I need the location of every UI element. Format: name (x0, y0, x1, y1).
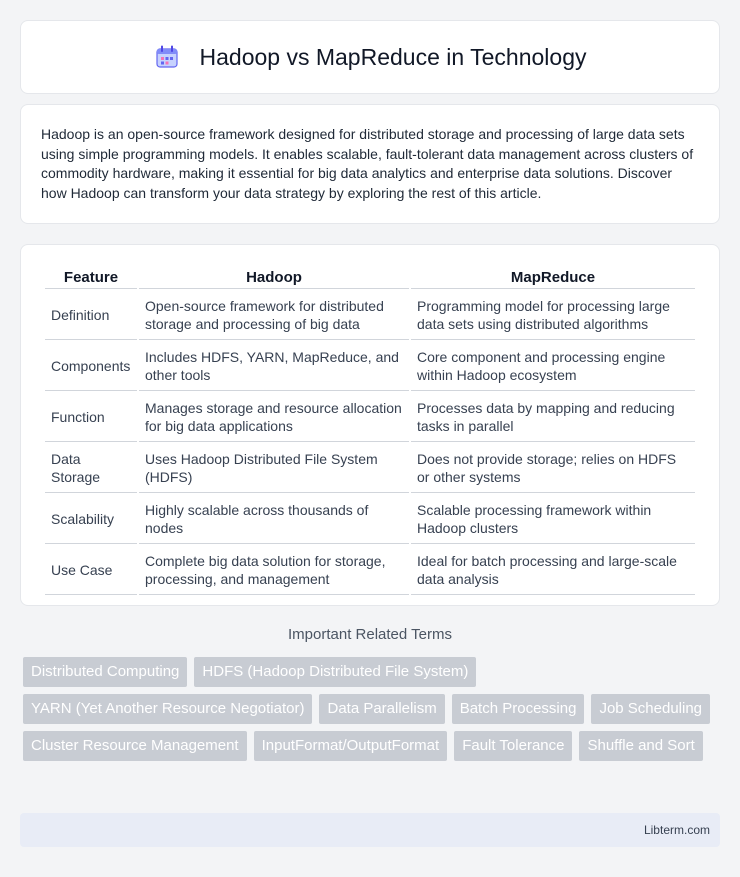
tag-hdfs[interactable]: HDFS (Hadoop Distributed File System) (194, 657, 476, 687)
calendar-icon (154, 44, 180, 70)
tag-shuffle-and-sort[interactable]: Shuffle and Sort (579, 731, 702, 761)
related-terms-tags (0, 657, 740, 761)
table-cell: Includes HDFS, YARN, MapReduce, and other tools (139, 342, 409, 391)
table-header-row (45, 267, 695, 289)
footer (20, 813, 720, 847)
table-cell: Core component and processing engine within Hadoop ecosystem (411, 342, 695, 391)
tag-distributed-computing[interactable]: Distributed Computing (23, 657, 187, 687)
tag-inputformat-outputformat[interactable]: InputFormat/OutputFormat (254, 731, 448, 761)
header-hadoop: Hadoop (139, 267, 409, 289)
tag-yarn[interactable]: YARN (Yet Another Resource Negotiator) (23, 694, 312, 724)
table-cell: Use Case (45, 546, 137, 595)
comparison-table (43, 265, 697, 597)
related-terms-title: Important Related Terms (288, 626, 452, 643)
tag-data-parallelism[interactable]: Data Parallelism (319, 694, 444, 724)
header-feature: Feature (45, 267, 137, 289)
tag-job-scheduling[interactable]: Job Scheduling (591, 694, 710, 724)
table-row (45, 342, 695, 391)
table-cell: Ideal for batch processing and large-scale data analysis (411, 546, 695, 595)
table-cell: Data Storage (45, 444, 137, 493)
intro-text: Hadoop is an open-source framework designed for distributed storage and processing of large data sets using simple programming models. It enables scalable, fault-tolerant data management across clusters of commodity hardware, making it essential for big data analytics and enterprise data solutions. Discover how Hadoop can transform your data strategy by exploring the rest of this article. (41, 126, 694, 201)
tag-batch-processing[interactable]: Batch Processing (452, 694, 585, 724)
table-cell: Open-source framework for distributed storage and processing of big data (139, 291, 409, 340)
table-cell: Processes data by mapping and reducing tasks in parallel (411, 393, 695, 442)
footer-site-link[interactable]: Libterm.com (643, 823, 710, 837)
table-row (45, 495, 695, 544)
table-cell: Uses Hadoop Distributed File System (HDFS) (139, 444, 409, 493)
table-cell: Scalability (45, 495, 137, 544)
table-cell: Manages storage and resource allocation for big data applications (139, 393, 409, 442)
related-terms-section (0, 626, 740, 761)
table-cell: Components (45, 342, 137, 391)
table-cell: Function (45, 393, 137, 442)
page-title: Hadoop vs MapReduce in Technology (199, 43, 587, 70)
table-row (45, 393, 695, 442)
table-cell: Scalable processing framework within Hadoop clusters (411, 495, 695, 544)
tag-cluster-resource-management[interactable]: Cluster Resource Management (23, 731, 247, 761)
table-cell: Does not provide storage; relies on HDFS or other systems (411, 444, 695, 493)
table-row (45, 444, 695, 493)
header-card (20, 20, 720, 94)
intro-card (20, 104, 720, 224)
table-cell: Programming model for processing large data sets using distributed algorithms (411, 291, 695, 340)
table-cell: Definition (45, 291, 137, 340)
header-mapreduce: MapReduce (411, 267, 695, 289)
comparison-table-card (20, 244, 720, 606)
table-cell: Highly scalable across thousands of nodes (139, 495, 409, 544)
table-row (45, 291, 695, 340)
table-row (45, 546, 695, 595)
table-cell: Complete big data solution for storage, processing, and management (139, 546, 409, 595)
tag-fault-tolerance[interactable]: Fault Tolerance (454, 731, 572, 761)
